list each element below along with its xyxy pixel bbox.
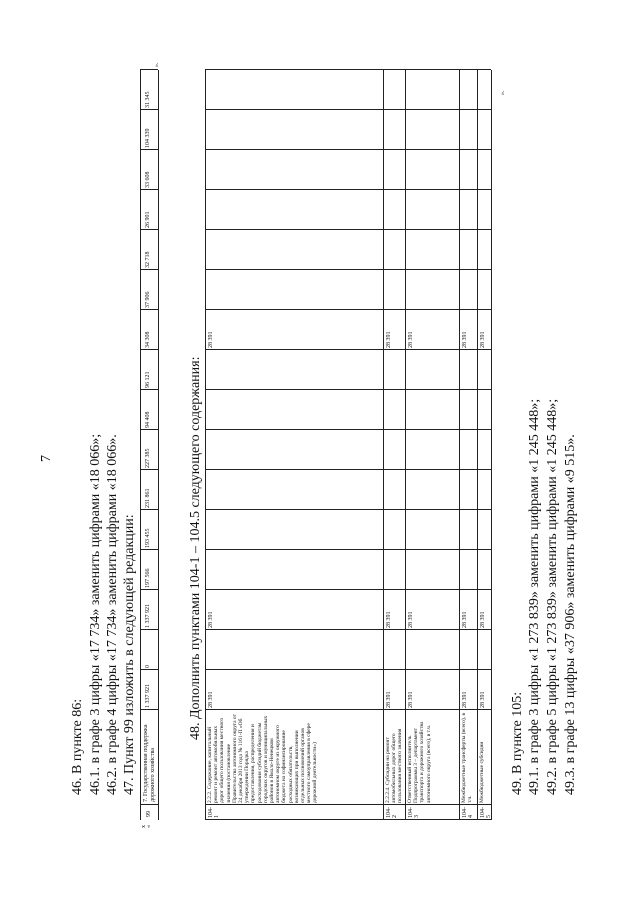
row99-value-cell: 37 906 xyxy=(145,291,151,308)
table-border xyxy=(205,804,491,805)
table-row-line xyxy=(383,70,384,820)
table-column-line xyxy=(205,69,491,70)
row99-value-cell: 94 408 xyxy=(145,411,151,428)
row99-divider xyxy=(140,149,158,150)
row99-divider xyxy=(140,549,158,550)
row99-value-cell: 1 337 921 xyxy=(145,604,151,628)
table-row-line xyxy=(477,70,478,820)
table-column-line xyxy=(205,629,491,630)
table-row-text: 2.2.2. Содержание, капитальный ремонт и ремонт автомобильных дорог общего пользования местного значения (постановление Правительства автономного округа от 24 декабря 2013 года № 1161-П «Об утверждении Порядка предоставления, распределения и расходования субсидий бюджетам городских округов и муниципальных районов в Ямало-Ненецком автономном округе из окружного бюджета на софинансирование расходных обязательств, возникающих при выполнении отдельных полномочий органов местного самоуправления в сфере дорожной деятельности») xyxy=(207,714,319,803)
table-value-cell: 28 391 xyxy=(386,691,392,708)
table-value-cell: 28 391 xyxy=(408,691,414,708)
row99-value-cell: 197 566 xyxy=(145,568,151,588)
table-row-text: Ответственный исполнитель Подпрограммы 3 – департамент транспорта и дорожного хозяйства автономного округа (всего), в т.ч. xyxy=(407,721,432,803)
row99-divider xyxy=(140,189,158,190)
row99-top-border xyxy=(140,70,141,820)
para46-line-1: 46.1. в графе 3 цифры «17 734» заменить цифрами «18 066»; xyxy=(88,433,103,795)
table-column-line xyxy=(205,469,491,470)
table-row-text: Межбюджетные трансферты (всего), в т.ч. xyxy=(461,712,474,803)
table-value-cell: 28 391 xyxy=(208,691,214,708)
table-value-cell: 28 391 xyxy=(462,691,468,708)
row99-divider xyxy=(140,309,158,310)
row99-value-cell: 96 121 xyxy=(145,371,151,388)
table-row-number: 104-3 xyxy=(408,807,421,818)
table-column-line xyxy=(205,189,491,190)
row99-divider xyxy=(140,804,158,805)
para46-line-2: 46.2. в графе 4 цифры «17 734» заменить цифрами «18 066». xyxy=(105,434,120,795)
table-value-cell: 28 391 xyxy=(480,611,486,628)
table-value-cell: 28 391 xyxy=(462,611,468,628)
table-column-line xyxy=(205,429,491,430)
table-row-line xyxy=(205,70,206,820)
table-value-cell: 28 391 xyxy=(208,331,214,348)
table-row-number: 104-4 xyxy=(462,807,475,818)
row99-value-cell: 1 337 921 xyxy=(145,684,151,708)
row99-divider xyxy=(140,509,158,510)
row99-value-cell: 231 861 xyxy=(145,488,151,508)
para47-line: 47. Пункт 99 изложить в следующей редакции: xyxy=(122,514,137,795)
table-value-cell: 28 391 xyxy=(480,691,486,708)
table-column-line xyxy=(205,109,491,110)
para46-title: 46. В пункте 86: xyxy=(70,698,85,795)
row99-value-cell: 32 718 xyxy=(145,251,151,268)
row99-open-x: x xyxy=(141,825,147,828)
table-row-number: 104-2 xyxy=(386,807,399,818)
table-row-line xyxy=(491,70,492,820)
table-border xyxy=(205,709,491,710)
table-row-line xyxy=(459,70,460,820)
row99-divider xyxy=(140,669,158,670)
table-value-cell: 28 391 xyxy=(208,611,214,628)
row99-value-cell: 33 608 xyxy=(145,171,151,188)
row99-open-quote: « xyxy=(146,825,152,828)
table-row-text: 2.2.2.4. Субсидии на ремонт автомобильных дорог общего пользования местного значения xyxy=(385,728,404,803)
table-value-cell: 28 391 xyxy=(408,331,414,348)
table-column-line xyxy=(205,589,491,590)
row99-divider xyxy=(140,229,158,230)
table-column-line xyxy=(205,309,491,310)
table-column-line xyxy=(205,549,491,550)
row99-divider xyxy=(140,109,158,110)
row99-value-cell: 104 339 xyxy=(145,128,151,148)
table-column-line xyxy=(205,269,491,270)
page-number: 7 xyxy=(39,455,54,462)
row99-value-cell: 227 385 xyxy=(145,448,151,468)
row99-value-cell: 193 455 xyxy=(145,528,151,548)
para48-text: 48. Дополнить пунктами 104-1 – 104.5 следующего содержания: xyxy=(188,356,203,740)
row99-divider xyxy=(140,69,158,70)
row99-name: 7. Государственная поддержка дорожного хозяйства xyxy=(143,724,156,802)
row99-value-cell: 31 345 xyxy=(145,91,151,108)
table-row-text: Межбюджетные субсидии xyxy=(479,741,485,803)
row99-divider xyxy=(140,629,158,630)
table-column-line xyxy=(205,389,491,390)
row99-divider xyxy=(140,429,158,430)
table-row-line xyxy=(405,70,406,820)
table-value-cell: 28 391 xyxy=(408,611,414,628)
para49-line-2: 49.2. в графе 5 цифры «1 273 839» заменить цифрами «1 245 448»; xyxy=(545,398,560,795)
row99-close-quote: ». xyxy=(154,62,160,67)
table-row-number: 104-1 xyxy=(208,807,221,818)
table-column-line xyxy=(205,669,491,670)
row99-value-cell: 0 xyxy=(145,665,151,668)
table-column-line xyxy=(205,509,491,510)
table-column-line xyxy=(205,149,491,150)
row99-value-cell: 26 901 xyxy=(145,211,151,228)
table-column-line xyxy=(205,229,491,230)
table-value-cell: 28 391 xyxy=(386,331,392,348)
para49-title: 49. В пункте 105: xyxy=(510,691,525,795)
row99-num: 99 xyxy=(146,811,152,817)
row99-divider xyxy=(140,389,158,390)
table-value-cell: 28 391 xyxy=(386,611,392,628)
table-value-cell: 28 391 xyxy=(462,331,468,348)
table-column-line xyxy=(205,349,491,350)
row99-divider xyxy=(140,709,158,710)
row99-divider xyxy=(140,269,158,270)
row99-value-cell: 34 308 xyxy=(145,331,151,348)
row99-divider xyxy=(140,469,158,470)
table-border xyxy=(205,819,491,820)
row99-bottom-border xyxy=(158,70,159,820)
table-row-number: 104-5 xyxy=(480,807,493,818)
row99-divider xyxy=(140,589,158,590)
row99-divider xyxy=(140,349,158,350)
para49-line-1: 49.1. в графе 3 цифры «1 273 839» заменить цифрами «1 245 448»; xyxy=(527,398,542,795)
table-value-cell: 28 391 xyxy=(480,331,486,348)
table-close-quote: ». xyxy=(500,90,506,95)
para49-line-3: 49.3. в графе 13 цифры «37 906» заменить цифрами «9 515». xyxy=(563,434,578,795)
